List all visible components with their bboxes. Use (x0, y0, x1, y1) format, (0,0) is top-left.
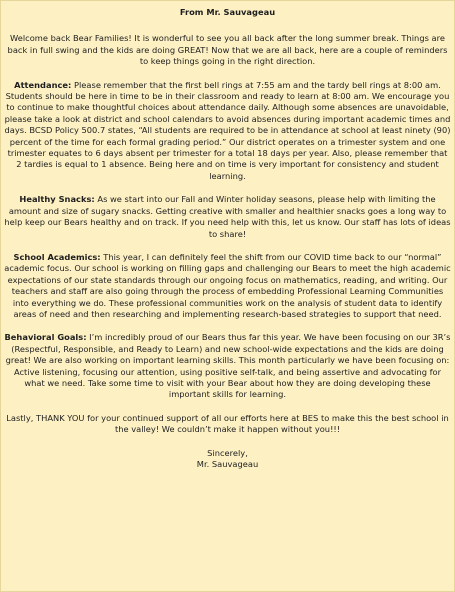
school-academics-heading: School Academics: (13, 251, 101, 262)
behavioral-goals-body: I’m incredibly proud of our Bears thus far this year. We have been focusing on our 3R’s (Respectful, Responsible, and Ready to Learn) and new school-wide expectations and the kids are doing great! We are also working on important learning skills. This month particularly we have been focusing on: Active listening, focusing our attention, using positive self-talk, and being assertive and advocating for what we need. Take some time to visit with your Bear about how they are doing developing these important skills for learning. (5, 332, 451, 400)
healthy-snacks-body: As we start into our Fall and Winter holiday seasons, please help with limiting the amount and size of sugary snacks. Getting creative with smaller and healthier snacks goes a long way to help keep our Bears healthy and on track. If you need help with this, let us know. Our staff has lots of ideas to share! (4, 194, 451, 239)
sign-off: Sincerely, (207, 447, 248, 458)
signature: Mr. Sauvageau (196, 459, 259, 469)
school-academics-body: This year, I can definitely feel the shift from our COVID time back to our “normal” academic focus. Our school is working on filling gaps and challenging our Bears to meet the high academic expectations of our state standards through our ongoing focus on mathematics, reading, and writing. Our teachers and staff are also going through the process of embedding Professional Learning Communities into everything we do. These professional communities work on the analysis of student data to identify areas of need and then researching and implementing research-based strategies to support that need. (4, 251, 451, 319)
letter-title: From Mr. Sauvageau (179, 7, 276, 17)
healthy-snacks-heading: Healthy Snacks: (19, 194, 95, 205)
intro-paragraph: Welcome back Bear Families! It is wonderful to see you all back after the long summer break. Things are back in full swing and the kids are doing GREAT! Now that we are all back, here are a couple of reminders to keep things going in the right direction. (7, 33, 448, 67)
school-academics-section (4, 252, 451, 320)
attendance-body: Please remember that the first bell rings at 7:55 am and the tardy bell rings at 8:00 am. Students should be here in time to be in their classroom and ready to learn at 8:00 am. We encourage you to continue to make thoughtful choices about attendance daily. Although some absences are unavoidable, please take a look at district and school calendars to avoid absences during important academic times and days. BCSD Policy 500.7 states, “All students are required to be in attendance at school at least ninety (90) percent of the time for each formal grading period.” Our district operates on a trimester system and one trimester equates to 6 days absent per trimester for a total 18 days per year. Also, please remember that 2 tardies is equal to 1 absence. Being here and on time is very important for consistency and student learning. (4, 79, 451, 181)
behavioral-goals-heading: Behavioral Goals: (4, 332, 87, 343)
behavioral-goals-section (4, 332, 451, 400)
attendance-heading: Attendance: (14, 79, 72, 90)
healthy-snacks-section (4, 194, 451, 240)
closing-paragraph: Lastly, THANK YOU for your continued support of all our efforts here at BES to make this the best school in the valley! We couldn’t make it happen without you!!! (6, 412, 449, 435)
attendance-section (4, 80, 451, 183)
